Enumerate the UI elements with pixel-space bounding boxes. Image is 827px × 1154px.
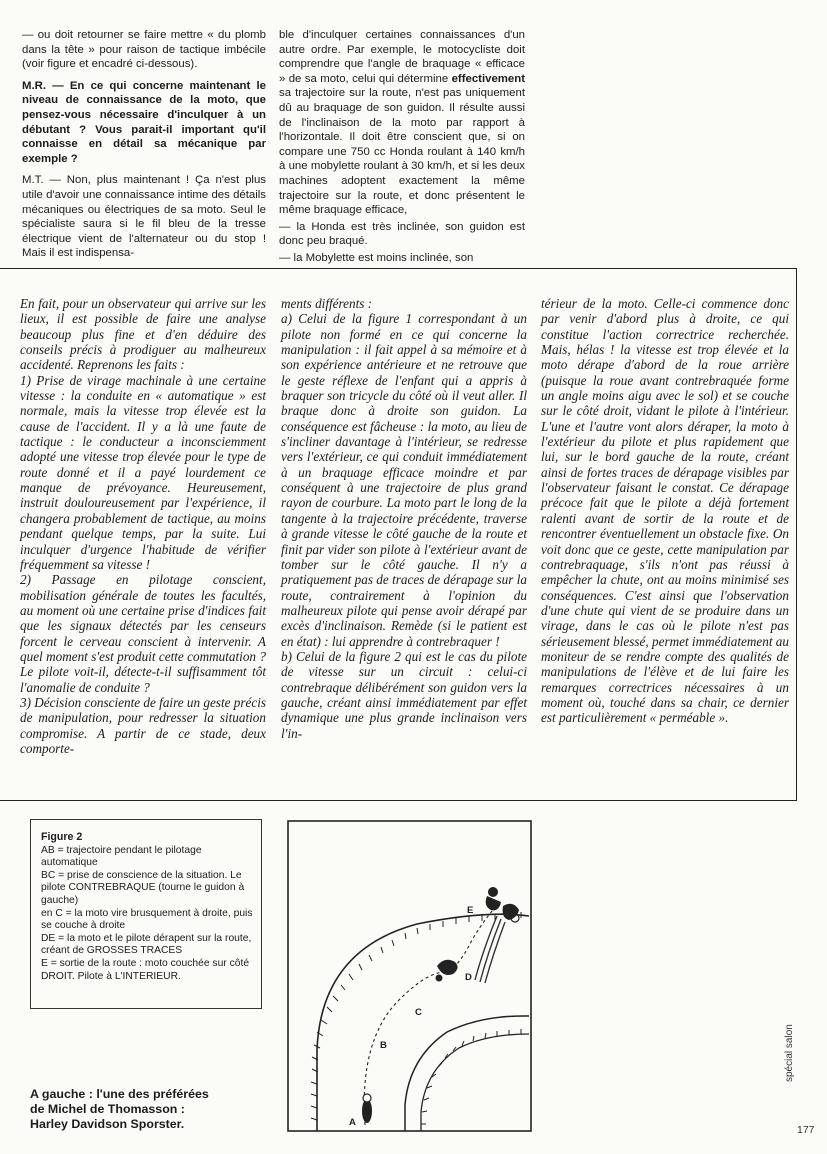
skid-marks — [475, 916, 505, 983]
interview-paragraph — [279, 28, 525, 218]
interview-dash-item: — la Honda est très inclinée, son guidon est donc peu braqué. — [279, 220, 525, 248]
point-label-a: A — [349, 1117, 356, 1128]
figure-2-diagram — [287, 820, 532, 1132]
interview-emphasis: effectivement — [451, 72, 525, 85]
photo-caption — [30, 1087, 270, 1132]
caption-line: de Michel de Thomasson : — [30, 1102, 185, 1116]
interview-answer: M.T. — Non, plus maintenant ! Ça n'est plus utile d'avoir une connaissance intime des détails mécaniques ou électriques de sa moto. Seul le spécialiste saura si le fil bleu de la tresse électrique vient de l'alternateur ou du stop ! Mais il est indispensa- — [22, 174, 266, 260]
box-paragraph: b) Celui de la figure 2 qui est le cas du pilote de vitesse sur un circuit : celui-ci contrebraque délibérément son guidon vers la gauche, créant ainsi immédiatement par effet dynamique une plus grande inclinaison vers l'in- — [281, 648, 527, 741]
box-paragraph: térieur de la moto. Celle-ci commence donc par venir d'abord plus à droite, ce qui constitue l'action correctrice recherchée. Mais, hélas ! la vitesse est trop élevée et la moto dérape d'abord de la roue arrière (puisque la roue avant contrebraquée forme un angle moins aigu avec le sol) et se couche sur le côté droit, vidant le pilote à l'intérieur. L'une et l'autre vont alors déraper, la moto à l'extérieur du pilote et plus rapidement que lui, sur le bord gauche de la route, créant ainsi de fortes traces de dérapage visibles par l'observateur faisant le constat. Ce dérapage précoce fait que le pilote a déjà fortement ralenti avant de sortir de la route et de rencontrer éventuellement un obstacle fixe. On voit donc que ce geste, cette manipulation par contrebraquage, s'ils n'ont pas réussi à empêcher la chute, ont au moins minimisé ses conséquences. C'est ainsi que l'observation d'une chute qui vient de se produire dans un virage, dans le cas où le pilote n'est pas sérieusement blessé, permet immédiatement au moniteur de se rendre compte des qualités de manipulations de l'élève et de lui faire les remarques correctrices nécessaires à un moment où, touché dans sa chair, ce dernier est particulièrement « perméable ». — [541, 296, 789, 726]
legend-title: Figure 2 — [41, 831, 83, 843]
caption-line: A gauche : l'une des préférées — [30, 1087, 209, 1101]
interview-paragraph: — ou doit retourner se faire mettre « du plomb dans la tête » pour raison de tactique imbécile (voir figure et encadré ci-dessous). — [22, 29, 266, 71]
legend-item: AB = trajectoire pendant le pilotage automatique — [41, 844, 202, 869]
crashed-rider-at-e-icon — [486, 887, 519, 922]
interview-dash-item: — la Mobylette est moins inclinée, son — [279, 251, 474, 264]
motorcycle-at-a-icon — [362, 1094, 372, 1123]
box-paragraph: 2) Passage en pilotage conscient, mobilisation générale de toutes les facultés, au moment où une certaine prise d'indices fait que les signaux détectés par les censeurs forcent le cerveau conscient à intervenir. A quel moment s'est produit cette commutation ? Le pilote voit-il, détecte-t-il suffisamment tôt l'anomalie de conduite ? — [20, 572, 266, 695]
road-inner-edge — [405, 1016, 529, 1131]
point-label-c: C — [415, 1007, 422, 1018]
caption-line: Harley Davidson Sporster. — [30, 1117, 185, 1131]
box-paragraph: En fait, pour un observateur qui arrive sur les lieux, il est possible de faire une analyse beaucoup plus fine et d'en déduire des conseils précis à prodiguer au malheureux accidenté. Reprenons les faits : — [20, 296, 266, 373]
box-column-1 — [20, 296, 266, 756]
road-inner-edge-2 — [421, 1034, 529, 1131]
point-label-b: B — [380, 1040, 387, 1051]
figure-frame — [288, 821, 531, 1131]
running-title: spécial salon — [784, 1024, 795, 1082]
interview-text: sa trajectoire sur la route, n'est pas uniquement dû au braquage de son guidon. Il résulte aussi de l'inclinaison de la moto par rapport à l'horizontale. Il doit être conscient que, si on compare une 750 cc Honda roulant à 140 km/h à une mobylette roulant à 30 km/h, et si les deux machines adoptent exactement la même trajectoire sur la route, et donc présentent le même braquage efficace, — [279, 87, 525, 217]
figure-legend — [30, 819, 262, 1009]
legend-item: DE = la moto et le pilote dérapent sur la route, créant de GROSSES TRACES — [41, 932, 252, 957]
box-paragraph: ments différents : — [281, 296, 373, 311]
legend-item: BC = prise de conscience de la situation. Le pilote CONTREBRAQUE (tourne le guidon à gauche) — [41, 869, 245, 906]
point-label-d: D — [465, 972, 472, 983]
interview-question: M.R. — En ce qui concerne maintenant le niveau de connaissance de la moto, que pensez-vous nécessaire d'inculquer à un débutant ? Vous parait-il important qu'il connaisse en détail sa mécanique par exemple ? — [22, 79, 266, 165]
point-label-e: E — [467, 905, 474, 916]
legend-item: en C = la moto vire brusquement à droite, puis se couche à droite — [41, 907, 253, 932]
interview-column-1 — [22, 28, 266, 268]
box-column-2 — [281, 296, 527, 741]
motorcycle-at-c-icon — [436, 960, 458, 982]
box-paragraph: a) Celui de la figure 1 correspondant à un pilote non formé en ce qui concerne la manipulation : il fait appel à sa mémoire et à son expérience antérieure et ne retrouve que le geste réflexe de l'enfant qui a appris à braquer son tricycle du côté où il veut aller. Il braque donc à droite son guidon. La conséquence est fâcheuse : la moto, au lieu de s'incliner davantage à l'intérieur, se redresse vers l'extérieur, ce qui conduit immédiatement à un braquage efficace moindre et par conséquent à une trajectoire de plus grand rayon de courbure. La moto part le long de la tangente à la trajectoire précédente, traverse à grande vitesse le côté gauche de la route et finit par vider son pilote à l'extérieur avant de tomber sur le côté gauche. Il n'y a pratiquement pas de traces de dérapage sur la route, contrairement à l'opinion du malheureux pilote qui pense avoir dérapé par excès d'inclinaison. Remède (si le patient est en état) : lui apprendre à contrebraquer ! — [281, 311, 527, 649]
interview-column-2 — [279, 28, 525, 268]
interview-text: ble d'inculquer certaines connaissances d'un autre ordre. Par exemple, le motocycliste doit comprendre que l'angle de braquage « efficace » de sa moto, celui qui détermine — [279, 29, 525, 85]
legend-item: E = sortie de la route : moto couchée sur côté DROIT. Pilote à L'INTERIEUR. — [41, 957, 250, 982]
trajectory-path — [364, 900, 502, 1125]
box-paragraph: 1) Prise de virage machinale à une certaine vitesse : la conduite en « automatique » est normale, mais la vitesse trop élevée est la cause de l'accident. Il y a là une faute de tactique : le conducteur a inconsciemment adopté une vitesse trop élevée pour le type de route donné et il a payé lourdement ce manque de prévoyance. Heureusement, instruit douloureusement par l'expérience, il changera probablement de tactique, au moins pendant quelque temps, par la suite. Lui inculquer d'urgence l'habitude de vérifier fréquemment sa vitesse ! — [20, 372, 266, 572]
box-column-3 — [541, 296, 789, 726]
box-paragraph: 3) Décision consciente de faire un geste précis de manipulation, pour redresser la situation compromise. A partir de ce stade, deux comporte- — [20, 694, 266, 756]
page-number: 177 — [797, 1124, 815, 1136]
